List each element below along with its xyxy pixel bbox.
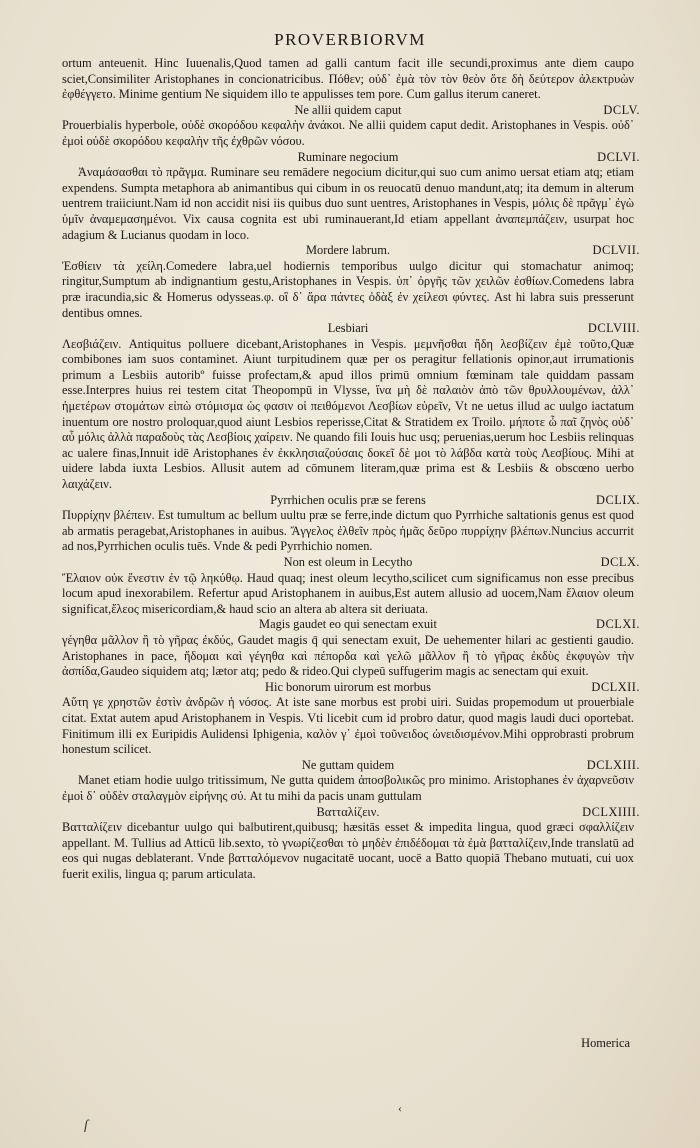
adage-heading <box>62 555 640 571</box>
adage-number: DCLX. <box>600 555 640 569</box>
text-column <box>62 56 640 882</box>
adage-paragraph: ortum anteuenit. Hinc Iuuenalis,Quod tamen ad galli cantum facit ille secundi,proximus ante diem caupo sciet,Consimiliter Aristophanes in concionatricibus. Πόθεν; οὐδ᾽ ἐμὰ τὸν τὸν θεὸν ὅτε δὴ δεύτερον ἀλεκτρυὼν ἐφθέγγετο. Minime gentium Ne siquidem illo te appulisses tem pore. Cum gallus iterum caneret. <box>62 56 634 102</box>
adage-number: DCLXIIII. <box>582 804 640 819</box>
adage-heading <box>62 243 640 259</box>
adage-paragraph: Ἐσθίειν τὰ χείλη.Comedere labra,uel hodiernis temporibus uulgo dicitur qui stomachatur animoq; ringitur,Sumptum ab indignantium gestu,Aristophanes in Vespis. ὑπ᾽ ὀργῆς τῶν χειλῶν ἐσθίων.Comedens labra præ iracundia,sic & Homerus odysseas.φ. οἳ δ᾽ ἄρα πάντες ὀδὰξ ἐν χείλεσι φύντες. Ast hi labra suis presserunt dentibus omnes. <box>62 258 634 320</box>
adage-heading <box>62 679 640 696</box>
adage-paragraph: Αὕτη γε χρηστῶν ἐστὶν ἀνδρῶν ἡ νόσος. At iste sane morbus est probi uiri. Suidas propemodum ut prouerbiale citat. Extat autem apud Aristophanem in Vespis. Vti licebit cum id probro datur, quod magis laudi duci oportebat. Finitimum illi ex Euripidis Aulidensi Iphigenia, καλὸν γ᾽ ἐμοὶ τοῦνειδος ὠνειδισμένον.Mihi opprobrasti probrum honestum scilicet. <box>62 695 634 757</box>
adage-number: DCLV. <box>603 102 640 117</box>
adage-heading <box>62 102 640 119</box>
adage-heading <box>62 149 640 166</box>
adage-title: Lesbiari <box>327 321 369 336</box>
adage-paragraph: Ἔλαιον οὐκ ἔνεστιν ἐν τῷ ληκύθῳ. Haud quaq; inest oleum lecytho,scilicet cum significamus non esse precibus locum apud inexorabilem. Refertur apud Aristophanem in auibus,Est autem allusio ad uocem,Nam ἔλαιον oleum significat,ἔλεος misericordiam,& haud scio an altera ab altera sit deriuata. <box>62 570 634 616</box>
adage-paragraph: Manet etiam hodie uulgo tritissimum, Ne gutta quidem ἀποσβολικῶς pro minimo. Aristophanes ἐν ἀχαρνεῦσιν ἐμοὶ δ᾽ οὐδὲν σταλαγμὸν εἰρήνης σύ. At tu mihi da pacis unam guttulam <box>62 773 634 803</box>
adage-title: Pyrrhichen oculis præ se ferens <box>270 492 426 507</box>
adage-paragraph: Βατταλίζειν dicebantur uulgo qui balbutirent,quibusq; hæsitās esset & impedita lingua, quod græci σφαλλίζειν appellant. M. Tullius ad Atticū lib.sexto, τὸ γνωρίζεσθαι τὸ μηδὲν ἐπιδέδομαι τὰ ἐμὰ βατταλίζειν,Inde translatū ad eos qui nugas deblaterant. Vnde βατταλόμενον nugacitatē uocant, uocē a Batto quopiā Thebano mutuati, cui uox fuerit exilis, lingua q; parum articulata. <box>62 820 634 881</box>
adage-title: Ne allii quidem caput <box>294 102 402 117</box>
margin-mark: ſ <box>84 1118 88 1133</box>
adage-number: DCLIX. <box>596 492 640 507</box>
adage-paragraph: Prouerbialis hyperbole, οὐδὲ σκορόδου κεφαλὴν ἀνάκοι. Ne allii quidem caput dedit. Aristophanes in Vespis. οὐδ᾽ ἐμοὶ οὐδὲ σκορόδου κεφαλὴν τῆς ἐχθρῶν νόσου. <box>62 118 634 148</box>
adage-heading <box>62 617 640 633</box>
adage-heading <box>62 757 640 774</box>
catchword: Homerica <box>581 1036 630 1050</box>
adage-title: Magis gaudet eo qui senectam exuit <box>259 617 437 632</box>
adage-paragraph: Ἀναμάσασθαι τὸ πρᾶγμα. Ruminare seu remādere negocium dicitur,qui suo cum animo uersat etiam atq; etiam expendens. Sumpta metaphora ab animantibus qui cibum in os reuocatū denuo mandunt,atq; ita demum in alterum uentrem traiiciunt.Nam id non accidit nisi iis quibus duo sunt uentres, Aristophanes in Vespis, μόλις δὲ πρᾶγμ᾽ ἐγὼ ὑμῖν ἀναμεμασημένοι. Vix causa cognita est ubi ruminauerant,Id etiam appellant ἀναπεμπάζειν, usurpat hoc adagium & Lucianus quodam in loco. <box>62 165 634 242</box>
adage-heading <box>62 804 640 821</box>
adage-heading <box>62 492 640 509</box>
adage-title: Hic bonorum uirorum est morbus <box>265 679 431 694</box>
adage-paragraph: Πυρρίχην βλέπειν. Est tumultum ac bellum uultu præ se ferre,inde dictum quo Pyrrhiche saltationis genus est quod ab armatis peragebat,Aristophanes in auibus. Ἄγγελος ἐλθεῖν πρὸς ἡμᾶς δεῦρο πυρρίχην βλέπων.Nuncius accurrit ad nos,Pyrrhichen oculis tuēs. Vnde & pedi Pyrrhichio nomen. <box>62 508 634 554</box>
adage-title: Ne guttam quidem <box>301 757 395 772</box>
adage-number: DCLXI. <box>596 617 640 632</box>
adage-number: DCLVIII. <box>587 321 640 336</box>
margin-mark: ‹ <box>398 1101 402 1115</box>
adage-paragraph: Λεσβιάζειν. Antiquitus polluere dicebant,Aristophanes in Vespis. μεμνῆσθαι ἤδη λεσβίζειν ἐμὲ τοῦτο,Quæ combibones iam suos contaminet. Aiunt turpitudinem quæ per os peragitur fellationis opinor,aut irrumationis primum a Lesbiis autoribº fuisse profectam,& apud illos primū omnium fœminam tale quiddam passam esse.Interpres huius rei testem citat Theopompū in Vlysse, ἵνα μὴ δὲ παλαιὸν ἀπὸ τῶν θρυλλουμένων, ἀλλ᾽ ἡμετέρων στομάτων εἰπὼ στόμισμα ὡς φασιν οἱ πειθόμενοι Λεσβίων εὑρεῖν, Vt ne uetus illud ac uulgo iactatum inuentum ore nostro proloquar,quod aiunt Lesbios reperisse,Citat & Stratidem ex Troilo. μήποτε ὦ παῖ ζηνὸς οὐδ᾽ αὖ μόλις ἀλλὰ παραδοὺς τὰς Λεσβίοις χαίρειν. Ne quando fili Iouis huc usq; peruenias,uerum hoc Lesbiis relinquas ac ualere finas,Innuit idē Aristophanes ἐν ἐκκλησιαζούσαις δοκεῖ δὲ μοι τὸ λάβδα κατὰ τοὺς Λεσβίους. Mihi at uidere labda iuxta Lesbios. Allusit autem ad cōmunem literam,quæ prima est & Lesbiis & obscœno uerbo λαιχάζειν. <box>62 336 634 492</box>
adage-title: Mordere labrum. <box>306 243 390 258</box>
adage-number: DCLVII. <box>592 243 640 258</box>
adage-title: Βατταλίζειν. <box>316 804 380 819</box>
adage-number: DCLXII. <box>591 679 640 694</box>
adage-title: Non est oleum in Lecytho <box>283 555 413 569</box>
running-header: PROVERBIORVM <box>274 30 426 49</box>
adage-title: Ruminare negocium <box>297 149 399 164</box>
adage-paragraph: γέγηθα μᾶλλον ἢ τὸ γῆρας ἐκδύς, Gaudet magis q̄ qui senectam exuit, De uehementer hilari ac gestienti gaudio. Aristophanes in pace, ἥδομαι καὶ γέγηθα καὶ πέπορδα καὶ γελῶ μᾶλλον ἢ τὸ γῆρας ἐκδὺς ἐκφυγὼν τὴν ἀσπίδα,Gaudeo siquidem atq; lætor atq; pedo & rideo.Qui clypeū suffugerim magis ac senectam qui exuit. <box>62 632 634 679</box>
adage-number: DCLXIII. <box>586 757 640 772</box>
adage-number: DCLVI. <box>597 149 640 164</box>
adage-heading <box>62 321 640 337</box>
